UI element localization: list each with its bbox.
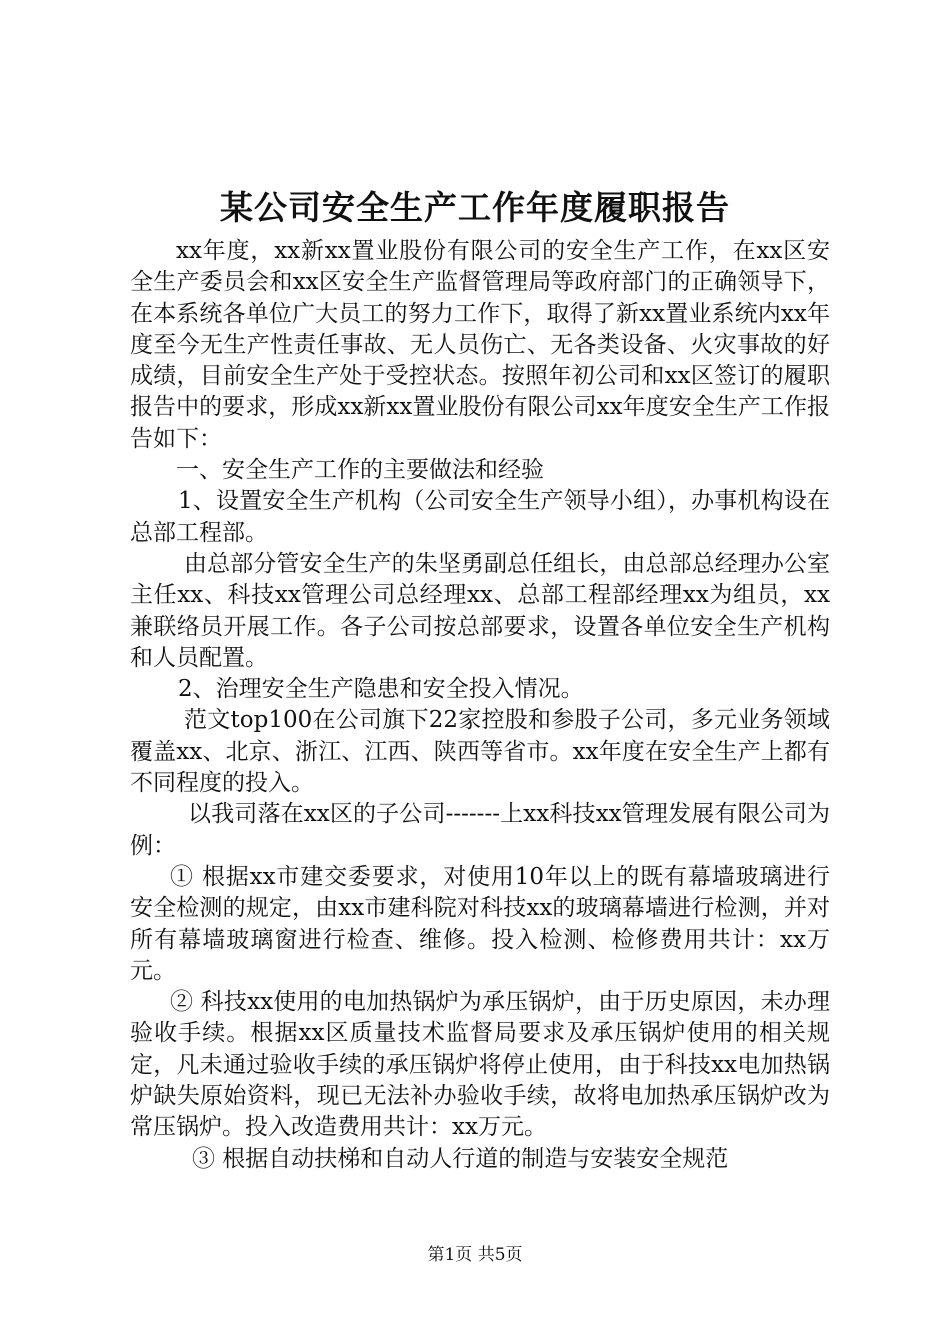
- paragraph-intro: xx年度，xx新xx置业股份有限公司的安全生产工作，在xx区安全生产委员会和xx区安全生产监督管理局等政府部门的正确领导下，在本系统各单位广大员工的努力工作下，取得了新xx置业系统内xx年度至今无生产性责任事故、无人员伤亡、无各类设备、火灾事故的好成绩，目前安全生产处于受控状态。按照年初公司和xx区签订的履职报告中的要求，形成xx新xx置业股份有限公司xx年度安全生产工作报告如下：: [130, 238, 830, 452]
- paragraph-point-2: ② 科技xx使用的电加热锅炉为承压锅炉，由于历史原因，未办理验收手续。根据xx区质量技术监督局要求及承压锅炉使用的相关规定，凡未通过验收手续的承压锅炉将停止使用，由于科技xx电加热锅炉缺失原始资料，现已无法补办验收手续，故将电加热承压锅炉改为常压锅炉。投入改造费用共计：xx万元。: [130, 989, 830, 1141]
- paragraph-point-1: ① 根据xx市建交委要求，对使用10年以上的既有幕墙玻璃进行安全检测的规定，由xx市建科院对科技xx的玻璃幕墙进行检测，并对所有幕墙玻璃窗进行检查、维修。投入检测、检修费用共计：xx万元。: [130, 863, 830, 984]
- paragraph-example: 以我司落在xx区的子公司-------上xx科技xx管理发展有限公司为例：: [130, 801, 830, 859]
- document-body: [130, 236, 830, 1175]
- paragraph-item-2: 2、治理安全生产隐患和安全投入情况。: [178, 676, 584, 703]
- document-title: 某公司安全生产工作年度履职报告: [220, 188, 730, 227]
- paragraph-point-3: ③ 根据自动扶梯和自动人行道的制造与安装安全规范: [192, 1145, 729, 1172]
- section-heading-1: 一、安全生产工作的主要做法和经验: [176, 457, 544, 484]
- paragraph-item-1: 1、设置安全生产机构（公司安全生产领导小组），办事机构设在总部工程部。: [130, 488, 830, 546]
- paragraph-subsidiaries: 范文top100在公司旗下22家控股和参股子公司，多元业务领域覆盖xx、北京、浙江、江西、陕西等省市。xx年度在安全生产上都有不同程度的投入。: [130, 707, 830, 797]
- page-number-footer: 第1页 共5页: [427, 1245, 523, 1265]
- paragraph-organization: 由总部分管安全生产的朱坚勇副总任组长，由总部总经理办公室主任xx、科技xx管理公司总经理xx、总部工程部经理xx为组员，xx兼联络员开展工作。各子公司按总部要求，设置各单位安全生产机构和人员配置。: [130, 550, 830, 671]
